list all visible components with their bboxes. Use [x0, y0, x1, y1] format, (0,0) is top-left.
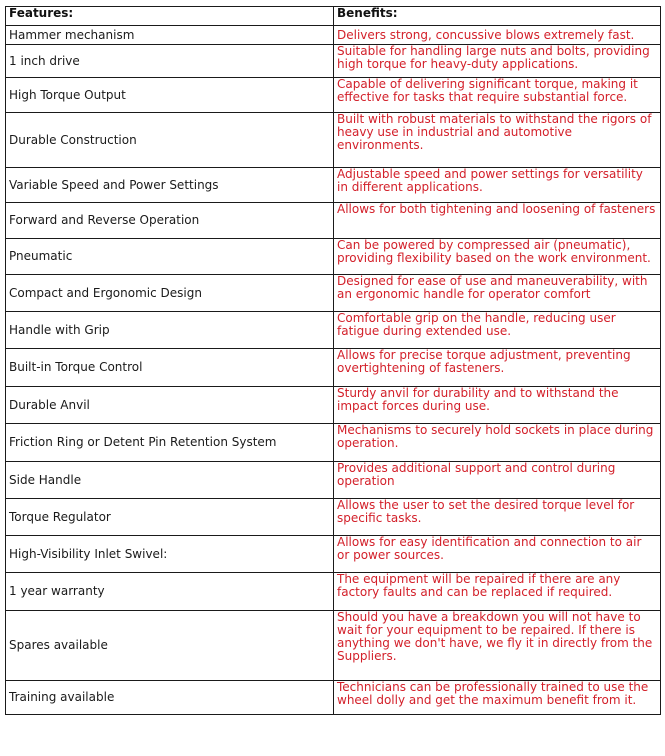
table-row: [6, 312, 661, 349]
benefit-cell: Allows the user to set the desired torque level for specific tasks.: [334, 499, 661, 536]
table-row: [6, 462, 661, 499]
feature-cell: Spares available: [6, 611, 334, 681]
table-row: [6, 681, 661, 715]
table-row: [6, 349, 661, 387]
benefit-cell: Adjustable speed and power settings for versatility in different applications.: [334, 168, 661, 203]
benefit-cell: Can be powered by compressed air (pneumatic), providing flexibility based on the work environment.: [334, 239, 661, 275]
benefit-cell: Capable of delivering significant torque, making it effective for tasks that require substantial force.: [334, 78, 661, 113]
benefit-cell: The equipment will be repaired if there are any factory faults and can be replaced if required.: [334, 573, 661, 611]
table-row: [6, 611, 661, 681]
benefit-cell: Comfortable grip on the handle, reducing user fatigue during extended use.: [334, 312, 661, 349]
table-row: [6, 113, 661, 168]
table-header-row: [6, 7, 661, 26]
benefit-cell: Allows for easy identification and connection to air or power sources.: [334, 536, 661, 573]
feature-cell: Side Handle: [6, 462, 334, 499]
benefit-cell: Technicians can be professionally trained to use the wheel dolly and get the maximum benefit from it.: [334, 681, 661, 715]
benefit-cell: Suitable for handling large nuts and bolts, providing high torque for heavy-duty applications.: [334, 45, 661, 78]
feature-cell: Friction Ring or Detent Pin Retention System: [6, 424, 334, 462]
table-row: [6, 536, 661, 573]
table-row: [6, 203, 661, 239]
feature-cell: Torque Regulator: [6, 499, 334, 536]
feature-cell: Compact and Ergonomic Design: [6, 275, 334, 312]
table-row: [6, 573, 661, 611]
feature-cell: 1 inch drive: [6, 45, 334, 78]
feature-cell: Built-in Torque Control: [6, 349, 334, 387]
table-row: [6, 239, 661, 275]
benefit-cell: Built with robust materials to withstand the rigors of heavy use in industrial and automotive environments.: [334, 113, 661, 168]
feature-cell: Hammer mechanism: [6, 26, 334, 45]
table-row: [6, 168, 661, 203]
feature-cell: Durable Construction: [6, 113, 334, 168]
feature-cell: Training available: [6, 681, 334, 715]
benefit-cell: Mechanisms to securely hold sockets in place during operation.: [334, 424, 661, 462]
table-row: [6, 78, 661, 113]
benefit-cell: Designed for ease of use and maneuverability, with an ergonomic handle for operator comfort: [334, 275, 661, 312]
benefits-header: Benefits:: [334, 7, 661, 26]
benefit-cell: Provides additional support and control during operation: [334, 462, 661, 499]
benefit-cell: Allows for precise torque adjustment, preventing overtightening of fasteners.: [334, 349, 661, 387]
benefit-cell: Should you have a breakdown you will not have to wait for your equipment to be repaired. If there is anything we don't have, we fly it in directly from the Suppliers.: [334, 611, 661, 681]
feature-cell: Durable Anvil: [6, 387, 334, 424]
table-row: [6, 26, 661, 45]
feature-cell: Pneumatic: [6, 239, 334, 275]
table-row: [6, 45, 661, 78]
table-row: [6, 424, 661, 462]
benefit-cell: Delivers strong, concussive blows extremely fast.: [334, 26, 661, 45]
benefit-cell: Sturdy anvil for durability and to withstand the impact forces during use.: [334, 387, 661, 424]
features-benefits-table: [5, 6, 661, 715]
feature-cell: Forward and Reverse Operation: [6, 203, 334, 239]
features-benefits-table-wrapper: [5, 6, 661, 715]
table-row: [6, 499, 661, 536]
table-row: [6, 275, 661, 312]
feature-cell: High-Visibility Inlet Swivel:: [6, 536, 334, 573]
table-row: [6, 387, 661, 424]
feature-cell: Variable Speed and Power Settings: [6, 168, 334, 203]
feature-cell: 1 year warranty: [6, 573, 334, 611]
feature-cell: Handle with Grip: [6, 312, 334, 349]
features-header: Features:: [6, 7, 334, 26]
benefit-cell: Allows for both tightening and loosening of fasteners: [334, 203, 661, 239]
feature-cell: High Torque Output: [6, 78, 334, 113]
